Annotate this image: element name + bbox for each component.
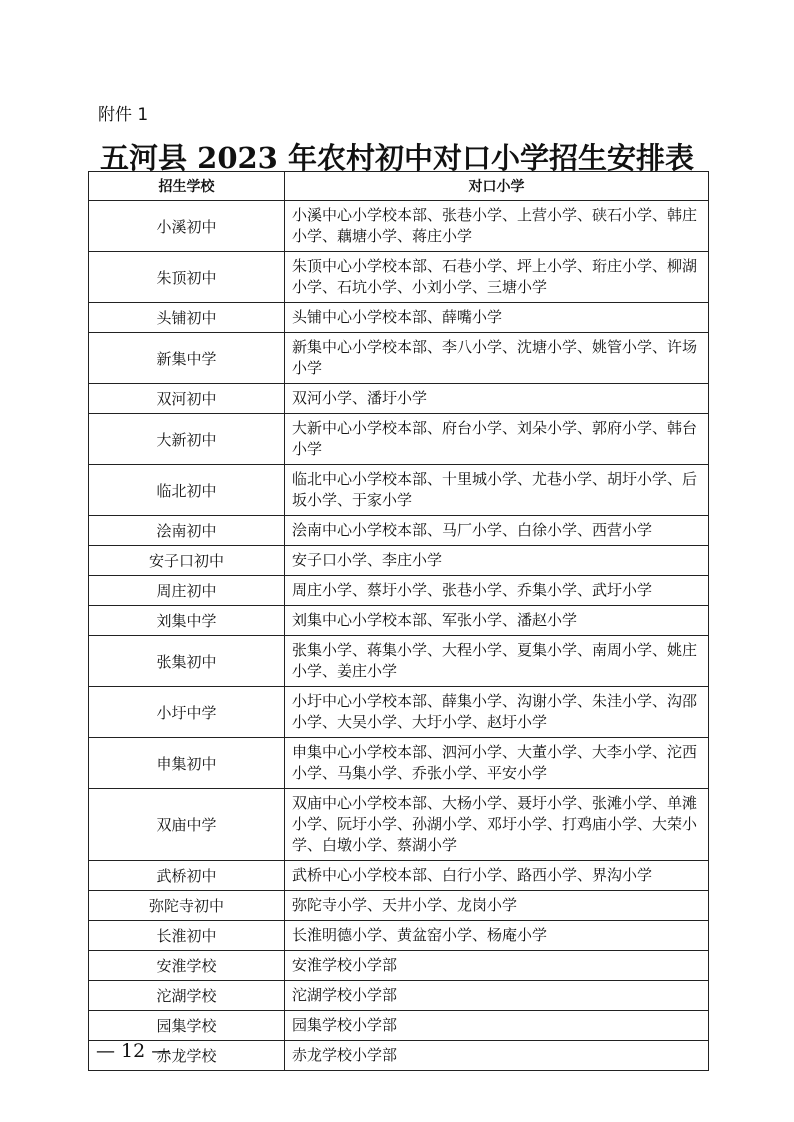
table-row xyxy=(89,252,709,303)
primary-schools-cell: 沱湖学校小学部 xyxy=(285,981,709,1011)
table-row xyxy=(89,333,709,384)
table-row xyxy=(89,738,709,789)
table-row xyxy=(89,687,709,738)
table-row xyxy=(89,303,709,333)
table-row xyxy=(89,606,709,636)
table-row xyxy=(89,891,709,921)
primary-schools-cell: 周庄小学、蔡圩小学、张巷小学、乔集小学、武圩小学 xyxy=(285,576,709,606)
primary-schools-cell: 小圩中心小学校本部、薛集小学、沟谢小学、朱洼小学、沟邵小学、大吴小学、大圩小学、赵圩小学 xyxy=(285,687,709,738)
table-row xyxy=(89,861,709,891)
primary-schools-cell: 小溪中心小学校本部、张巷小学、上营小学、硖石小学、韩庄小学、藕塘小学、蒋庄小学 xyxy=(285,201,709,252)
attachment-label: 附件 1 xyxy=(98,105,149,125)
school-cell: 赤龙学校 xyxy=(89,1041,285,1071)
school-cell: 小圩中学 xyxy=(89,687,285,738)
school-cell: 朱顶初中 xyxy=(89,252,285,303)
school-cell: 武桥初中 xyxy=(89,861,285,891)
table-row xyxy=(89,414,709,465)
school-cell: 张集初中 xyxy=(89,636,285,687)
table-row xyxy=(89,789,709,861)
primary-schools-cell: 朱顶中心小学校本部、石巷小学、坪上小学、珩庄小学、柳湖小学、石坑小学、小刘小学、三塘小学 xyxy=(285,252,709,303)
page-number: — 12 — xyxy=(96,1040,171,1062)
primary-schools-cell: 新集中心小学校本部、李八小学、沈塘小学、姚管小学、许场小学 xyxy=(285,333,709,384)
primary-schools-cell: 安子口小学、李庄小学 xyxy=(285,546,709,576)
header-paired-primary: 对口小学 xyxy=(285,172,709,201)
primary-schools-cell: 刘集中心小学校本部、军张小学、潘赵小学 xyxy=(285,606,709,636)
school-cell: 新集中学 xyxy=(89,333,285,384)
school-cell: 浍南初中 xyxy=(89,516,285,546)
table-row xyxy=(89,384,709,414)
table-row xyxy=(89,1011,709,1041)
table-row xyxy=(89,951,709,981)
primary-schools-cell: 弥陀寺小学、天井小学、龙岗小学 xyxy=(285,891,709,921)
primary-schools-cell: 武桥中心小学校本部、白行小学、路西小学、界沟小学 xyxy=(285,861,709,891)
school-cell: 安淮学校 xyxy=(89,951,285,981)
table-row xyxy=(89,921,709,951)
school-cell: 弥陀寺初中 xyxy=(89,891,285,921)
primary-schools-cell: 赤龙学校小学部 xyxy=(285,1041,709,1071)
school-cell: 安子口初中 xyxy=(89,546,285,576)
primary-schools-cell: 长淮明德小学、黄盆窑小学、杨庵小学 xyxy=(285,921,709,951)
primary-schools-cell: 张集小学、蒋集小学、大程小学、夏集小学、南周小学、姚庄小学、姜庄小学 xyxy=(285,636,709,687)
school-cell: 沱湖学校 xyxy=(89,981,285,1011)
primary-schools-cell: 双河小学、潘圩小学 xyxy=(285,384,709,414)
school-cell: 双河初中 xyxy=(89,384,285,414)
table-row xyxy=(89,636,709,687)
table-row xyxy=(89,201,709,252)
table-header-row xyxy=(89,172,709,201)
table-row xyxy=(89,1041,709,1071)
table-row xyxy=(89,516,709,546)
primary-schools-cell: 临北中心小学校本部、十里城小学、尤巷小学、胡圩小学、后坂小学、于家小学 xyxy=(285,465,709,516)
primary-schools-cell: 园集学校小学部 xyxy=(285,1011,709,1041)
primary-schools-cell: 申集中心小学校本部、泗河小学、大董小学、大李小学、沱西小学、马集小学、乔张小学、平安小学 xyxy=(285,738,709,789)
school-cell: 头铺初中 xyxy=(89,303,285,333)
school-cell: 刘集中学 xyxy=(89,606,285,636)
table-row xyxy=(89,981,709,1011)
school-cell: 长淮初中 xyxy=(89,921,285,951)
school-cell: 双庙中学 xyxy=(89,789,285,861)
primary-schools-cell: 安淮学校小学部 xyxy=(285,951,709,981)
school-cell: 临北初中 xyxy=(89,465,285,516)
school-cell: 大新初中 xyxy=(89,414,285,465)
primary-schools-cell: 双庙中心小学校本部、大杨小学、聂圩小学、张滩小学、单滩小学、阮圩小学、孙湖小学、邓圩小学、打鸡庙小学、大荣小学、白墩小学、蔡湖小学 xyxy=(285,789,709,861)
enrollment-table xyxy=(88,171,709,1071)
school-cell: 园集学校 xyxy=(89,1011,285,1041)
school-cell: 周庄初中 xyxy=(89,576,285,606)
header-enrollment-school: 招生学校 xyxy=(89,172,285,201)
document-title: 五河县 2023 年农村初中对口小学招生安排表 xyxy=(100,141,694,175)
primary-schools-cell: 浍南中心小学校本部、马厂小学、白徐小学、西营小学 xyxy=(285,516,709,546)
primary-schools-cell: 大新中心小学校本部、府台小学、刘朵小学、郭府小学、韩台小学 xyxy=(285,414,709,465)
table-row xyxy=(89,465,709,516)
table-row xyxy=(89,546,709,576)
primary-schools-cell: 头铺中心小学校本部、薛嘴小学 xyxy=(285,303,709,333)
school-cell: 申集初中 xyxy=(89,738,285,789)
school-cell: 小溪初中 xyxy=(89,201,285,252)
table-row xyxy=(89,576,709,606)
